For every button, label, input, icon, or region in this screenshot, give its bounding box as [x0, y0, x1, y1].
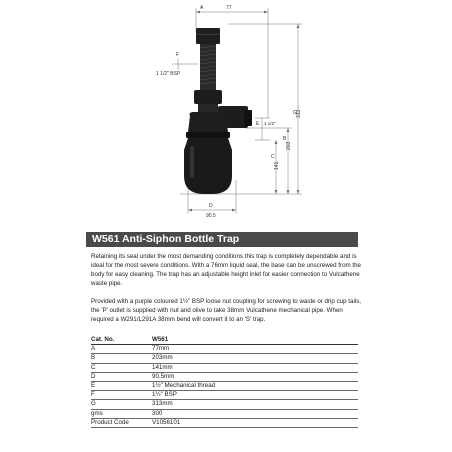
- dim-value-b: 203: [286, 141, 292, 150]
- dim-label-c: C: [271, 154, 275, 160]
- dim-value-g: 313: [296, 109, 302, 118]
- product-title: W561 Anti-Siphon Bottle Trap: [86, 232, 358, 247]
- table-row: [91, 391, 358, 400]
- dim-label-a: A: [200, 5, 204, 11]
- bottle-trap-illustration: [184, 28, 252, 194]
- row-key: C: [91, 363, 152, 372]
- dim-label-f: F: [176, 52, 180, 58]
- row-key: Product Code: [91, 418, 152, 427]
- table-row: [91, 345, 358, 354]
- table-row: [91, 354, 358, 363]
- description-paragraph-2: Provided with a purple coloured 1½" BSP loose nut coupling for screwing to waste or drip cup tails, the 'P' outlet is supplied with nut and olive to take 38mm Vulcathene mechanical pipe. When required a W291/L291A 38mm bend will convert it to an 'S' trap.: [91, 298, 362, 323]
- row-value: 1½" BSP: [152, 391, 358, 400]
- dim-label-e: E: [256, 121, 260, 127]
- dim-label-b: B: [283, 136, 287, 142]
- dim-value-a: 77: [226, 5, 232, 11]
- table-row: [91, 382, 358, 391]
- header-cat-no: Cat. No.: [91, 336, 152, 345]
- row-key: A: [91, 345, 152, 354]
- row-key: gms: [91, 409, 152, 418]
- table-row: [91, 400, 358, 409]
- row-value: 77mm: [152, 345, 358, 354]
- row-value: 90.5mm: [152, 372, 358, 381]
- spec-table-header: [91, 336, 358, 345]
- header-model: W561: [152, 336, 358, 345]
- row-value: 203mm: [152, 354, 358, 363]
- dim-value-e: 1 1/2": [264, 121, 276, 126]
- row-value: 300: [152, 409, 358, 418]
- row-key: G: [91, 400, 152, 409]
- row-key: D: [91, 372, 152, 381]
- dim-value-c: 141: [274, 161, 280, 170]
- dim-value-f: 1 1/2" BSP: [156, 71, 181, 77]
- row-key: E: [91, 382, 152, 391]
- description-paragraph: Retaining its seal under the most demanding conditions this trap is completely dependable and is ideal for the most severe conditions. With a 76mm liquid seal, the base can be unscrewed from the body for easy cleaning. The trap has an adjustable height inlet for easier connection to Vulcathene waste pipe.: [91, 253, 361, 287]
- dim-label-g: G: [293, 110, 297, 116]
- row-value: V1056101: [152, 418, 358, 427]
- dim-label-d: D: [209, 203, 213, 209]
- row-value: 141mm: [152, 363, 358, 372]
- table-row: [91, 363, 358, 372]
- row-value: 1½" Mechanical thread: [152, 382, 358, 391]
- row-value: 313mm: [152, 400, 358, 409]
- specification-table: [91, 336, 358, 428]
- row-key: B: [91, 354, 152, 363]
- dim-value-d: 90.5: [206, 213, 216, 219]
- table-row: [91, 418, 358, 427]
- table-row: [91, 409, 358, 418]
- row-key: F: [91, 391, 152, 400]
- table-row: [91, 372, 358, 381]
